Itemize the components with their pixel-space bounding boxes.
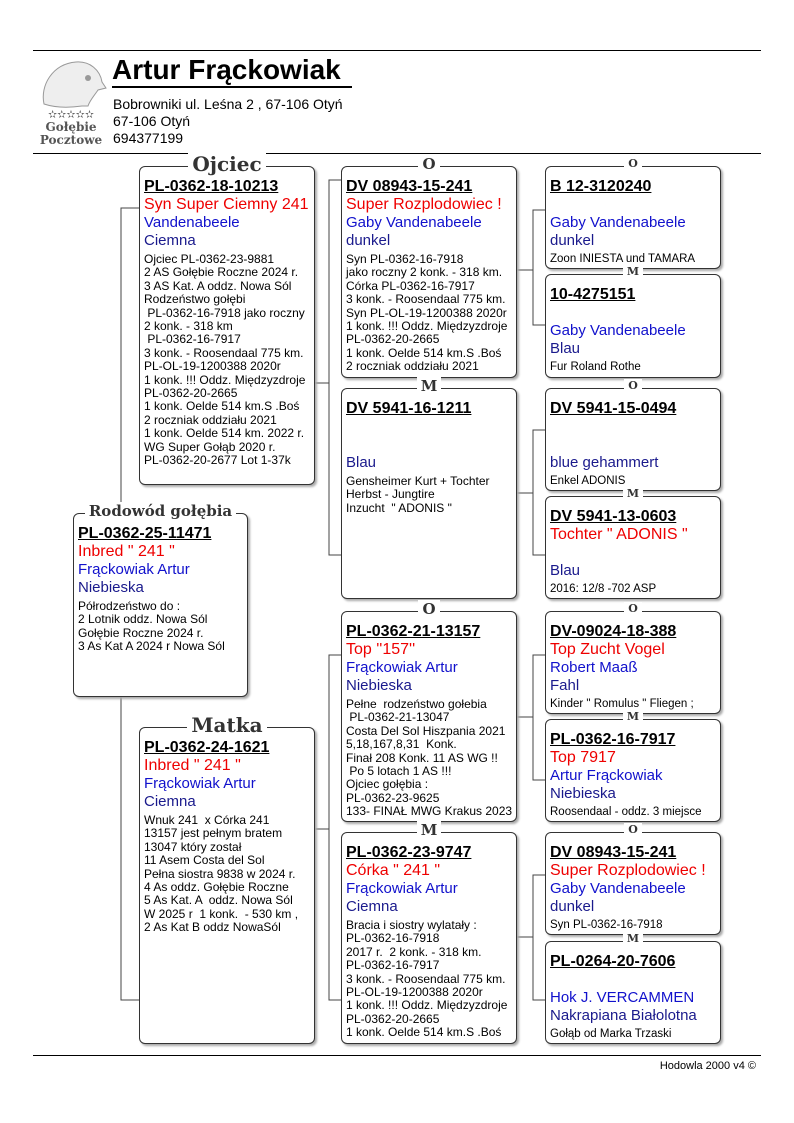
svg-text:Gołębie: Gołębie: [45, 120, 97, 134]
ring-number: DV-09024-18-388: [550, 623, 677, 640]
card-label-text: M: [417, 821, 442, 839]
breeder: [550, 544, 716, 562]
card-label-text: M: [623, 932, 643, 945]
note-line: 3 As Kat A 2024 r Nowa Sól: [78, 639, 225, 654]
note-line: 2017 r. 2 konk. - 318 km.: [346, 944, 482, 959]
note-line: Enkel ADONIS: [550, 475, 626, 487]
card-label-text: Matka: [187, 713, 266, 737]
card-label-text: M: [623, 710, 643, 723]
pigeon-card-main: [73, 502, 248, 697]
pigeon-name: [550, 304, 716, 322]
breeder: Gaby Vandenabeele: [550, 214, 686, 231]
pigeon-card-mmf: [545, 823, 721, 935]
notes: [550, 1028, 716, 1041]
note-line: PL-0362-23-9625: [346, 790, 440, 805]
note-line: 11 Asem Costa del Sol: [144, 853, 265, 868]
pigeon-name: Inbred " 241 ": [78, 543, 175, 560]
pigeon-card-mother: [139, 713, 315, 1044]
note-line: 1 konk. Oelde 514 km.S .Boś: [346, 1025, 502, 1040]
note-line: Pełna siostra 9838 w 2024 r.: [144, 866, 296, 881]
card-label: [546, 377, 720, 395]
note-line: Ojciec gołębia :: [346, 777, 429, 792]
card-label: [546, 930, 720, 948]
breeder: Gaby Vandenabeele: [550, 880, 686, 897]
note-line: Syn PL-0362-16-7918: [346, 252, 464, 266]
pigeon-name: [346, 418, 512, 436]
note-line: 5 As Kat. A oddz. Nowa Sól: [144, 893, 293, 908]
pigeon-color: Blau: [346, 454, 377, 471]
note-line: 1 konk. !!! Oddz. Międzyzdroje: [346, 998, 508, 1013]
card-label: [342, 155, 516, 173]
breeder: Frąckowiak Artur: [78, 561, 190, 578]
address-line-2: 67-106 Otyń: [113, 113, 191, 129]
svg-text:Pocztowe: Pocztowe: [39, 133, 103, 147]
note-line: Bracia i siostry wylatały :: [346, 918, 477, 932]
pigeon-card-fmf: [545, 379, 721, 491]
note-line: 2 konk. - 318 km: [144, 319, 233, 334]
pigeon-color: Blau: [550, 562, 581, 579]
breeder: Artur Frąckowiak: [550, 767, 663, 784]
note-line: Roosendaal - oddz. 3 miejsce: [550, 806, 702, 818]
note-line: PL-0362-20-2665: [346, 1011, 440, 1026]
card-label-text: O: [418, 155, 439, 173]
card-label: [342, 821, 516, 839]
breeder: Hok J. VERCAMMEN: [550, 989, 695, 1006]
pigeon-color: Ciemna: [144, 793, 196, 810]
pigeon-color: dunkel: [550, 232, 595, 249]
phone: 694377199: [113, 130, 184, 146]
pigeon-name: Super Rozplodowiec !: [346, 196, 502, 213]
ring-number: DV 5941-13-0603: [550, 508, 677, 525]
note-line: Inzucht " ADONIS ": [346, 500, 452, 515]
note-line: 1 konk. Oelde 514 km.S .Boś: [144, 399, 300, 414]
note-line: W 2025 r 1 konk. - 530 km ,: [144, 906, 299, 921]
pigeon-name: [550, 418, 716, 436]
note-line: 2 Lotnik oddz. Nowa Sól: [78, 612, 208, 627]
note-line: Gołębie Roczne 2024 r.: [78, 625, 204, 640]
pigeon-color: Blau: [550, 340, 581, 357]
pigeon-color: Niebieska: [78, 579, 144, 596]
card-label: [546, 600, 720, 618]
note-line: 133- FINAŁ MWG Krakus 2023: [346, 804, 513, 819]
address-line-1: Bobrowniki ul. Leśna 2 , 67-106 Otyń: [113, 96, 343, 112]
pigeon-card-fff: [545, 157, 721, 269]
note-line: 1 konk. !!! Oddz. Międzyzdroje: [144, 372, 306, 387]
card-label-text: O: [624, 157, 642, 170]
pigeon-color: blue gehammert: [550, 454, 659, 471]
pigeon-color: Niebieska: [550, 785, 616, 802]
breeder-name: Artur Frąckowiak: [112, 54, 352, 88]
ring-number: PL-0264-20-7606: [550, 953, 676, 970]
note-line: 2 As Kat B oddz NowaSól: [144, 920, 281, 935]
pigeon-card-mmm: [545, 932, 721, 1044]
ring-number: DV 08943-15-241: [550, 844, 677, 861]
note-line: 2 AS Gołębie Roczne 2024 r.: [144, 265, 299, 280]
card-label: [546, 263, 720, 281]
note-line: 1 konk. !!! Oddz. Międzyzdroje: [346, 319, 508, 334]
note-line: Gensheimer Kurt + Tochter: [346, 474, 490, 488]
card-label-text: Rodowód gołębia: [85, 502, 236, 520]
pigeon-card-fm: [341, 377, 517, 599]
note-line: PL-0362-20-2665: [144, 386, 238, 401]
note-line: Syn PL-OL-19-1200388 2020r: [346, 305, 507, 320]
note-line: 1 konk. Oelde 514 km.S .Boś: [346, 345, 502, 360]
breeder: [346, 436, 512, 454]
note-line: Córka PL-0362-16-7917: [346, 278, 475, 293]
note-line: 2 roczniak oddziału 2021: [346, 359, 479, 374]
note-line: PL-OL-19-1200388 2020r: [144, 359, 281, 374]
pigeon-name: Inbred " 241 ": [144, 757, 241, 774]
ring-number: PL-0362-16-7917: [550, 731, 676, 748]
ring-number: DV 08943-15-241: [346, 178, 473, 195]
pigeon-color: dunkel: [346, 232, 391, 249]
breeder: Frąckowiak Artur: [144, 775, 256, 792]
note-line: Ojciec PL-0362-23-9881: [144, 252, 275, 266]
breeder: Gaby Vandenabeele: [346, 214, 482, 231]
breeder: Frąckowiak Artur: [346, 880, 458, 897]
note-line: Rodzeństwo gołębi: [144, 292, 246, 307]
note-line: 3 AS Kat. A oddz. Nowa Sól: [144, 278, 292, 293]
note-line: Gołąb od Marka Trzaski: [550, 1028, 672, 1040]
notes: [78, 600, 243, 654]
footer-text: Hodowla 2000 v4 ©: [659, 1060, 756, 1072]
note-line: PL-OL-19-1200388 2020r: [346, 985, 483, 1000]
note-line: 3 konk. - Roosendaal 775 km.: [144, 345, 304, 360]
pigeon-card-mff: [545, 602, 721, 714]
note-line: 1 konk. Oelde 514 km. 2022 r.: [144, 426, 305, 441]
note-line: WG Super Gołąb 2020 r.: [144, 439, 276, 454]
note-line: jako roczny 2 konk. - 318 km.: [346, 265, 503, 280]
breeder: Gaby Vandenabeele: [550, 322, 686, 339]
pigeon-name: Top 7917: [550, 749, 616, 766]
note-line: 4 As oddz. Gołębie Roczne: [144, 880, 289, 895]
pigeon-color: dunkel: [550, 898, 595, 915]
ring-number: DV 5941-16-1211: [346, 400, 472, 417]
note-line: 3 konk. - Roosendaal 775 km.: [346, 971, 506, 986]
notes: [346, 253, 512, 374]
breeder: [550, 436, 716, 454]
card-label-text: O: [418, 600, 439, 618]
note-line: Fur Roland Rothe: [550, 361, 641, 373]
note-line: PL-0362-16-7917: [144, 332, 241, 347]
note-line: PL-0362-20-2665: [346, 332, 440, 347]
pigeon-color: Ciemna: [144, 232, 196, 249]
breeder: Frąckowiak Artur: [346, 659, 458, 676]
card-label: [546, 708, 720, 726]
card-label-text: M: [417, 377, 442, 395]
note-line: PL-0362-16-7918: [346, 931, 440, 946]
note-line: 13157 jest pełnym bratem: [144, 826, 283, 841]
svg-text:✫✫✫✫✫: ✫✫✫✫✫: [47, 109, 95, 121]
note-line: PL-0362-20-2677 Lot 1-37k: [144, 453, 291, 468]
note-line: PL-0362-16-7918 jako roczny: [144, 305, 305, 320]
notes: [144, 253, 310, 468]
card-label: [140, 713, 314, 737]
card-label: [342, 600, 516, 618]
notes: [346, 698, 512, 819]
pigeon-name: Super Rozplodowiec !: [550, 862, 706, 879]
card-label: [546, 155, 720, 173]
ring-number: 10-4275151: [550, 286, 636, 303]
pigeon-name: Tochter " ADONIS ": [550, 526, 688, 543]
card-label: [140, 152, 314, 176]
pigeon-name: Syn Super Ciemny 241: [144, 196, 309, 213]
ring-number: PL-0362-18-10213: [144, 178, 279, 195]
ring-number: DV 5941-15-0494: [550, 400, 677, 417]
note-line: PL-0362-21-13047: [346, 710, 450, 725]
card-label-text: Ojciec: [188, 152, 265, 176]
note-line: Finał 208 Konk. 11 AS WG !!: [346, 750, 498, 765]
note-line: 2 roczniak oddziału 2021: [144, 412, 277, 427]
notes: [144, 814, 310, 935]
breeder: Robert Maaß: [550, 659, 638, 676]
pigeon-card-fmm: [545, 487, 721, 599]
note-line: 2016: 12/8 -702 ASP: [550, 583, 657, 595]
card-label: [74, 502, 247, 520]
pigeon-card-mfm: [545, 710, 721, 822]
pigeon-card-father: [139, 152, 315, 485]
notes: [550, 583, 716, 596]
pigeon-color: Ciemna: [346, 898, 398, 915]
ring-number: PL-0362-25-11471: [78, 525, 212, 542]
pigeon-name: Top ''157'': [346, 641, 416, 658]
pigeon-name: [550, 971, 716, 989]
ring-number: PL-0362-23-9747: [346, 844, 472, 861]
notes: [346, 475, 512, 515]
notes: [550, 806, 716, 819]
note-line: Kinder " Romulus " Fliegen ;: [550, 698, 694, 710]
note-line: PL-0362-16-7917: [346, 958, 440, 973]
card-label-text: O: [624, 602, 642, 615]
pigeon-card-ff: [341, 155, 517, 378]
notes: [346, 919, 512, 1040]
pigeon-card-ffm: [545, 265, 721, 378]
note-line: Syn PL-0362-16-7918: [550, 919, 663, 931]
note-line: Półrodzeństwo do :: [78, 599, 181, 613]
card-label-text: O: [624, 379, 642, 392]
ring-number: PL-0362-24-1621: [144, 739, 270, 756]
notes: [550, 361, 716, 374]
pigeon-color: Fahl: [550, 677, 580, 694]
card-label: [342, 377, 516, 395]
footer-divider: [33, 1055, 761, 1056]
note-line: 5,18,167,8,31 Konk.: [346, 737, 457, 752]
pigeon-name: [550, 196, 716, 214]
pigeon-card-mf: [341, 600, 517, 822]
note-line: Zoon INIESTA und TAMARA: [550, 253, 696, 265]
note-line: Costa Del Sol Hiszpania 2021: [346, 723, 506, 738]
pigeon-color: Nakrapiana Białolotna: [550, 1007, 697, 1024]
card-label: [546, 485, 720, 503]
pigeon-name: Córka " 241 ": [346, 862, 441, 879]
card-label-text: O: [624, 823, 642, 836]
note-line: 13047 który został: [144, 839, 242, 854]
note-line: Pełne rodzeństwo gołebia: [346, 697, 487, 711]
breeder: Vandenabeele: [144, 214, 240, 231]
card-label-text: M: [623, 265, 643, 278]
pigeon-card-mm: [341, 821, 517, 1044]
note-line: Wnuk 241 x Córka 241: [144, 813, 270, 827]
ring-number: B 12-3120240: [550, 178, 652, 195]
note-line: Po 5 lotach 1 AS !!!: [346, 764, 452, 779]
card-label-text: M: [623, 487, 643, 500]
pigeon-name: Top Zucht Vogel: [550, 641, 665, 658]
note-line: 3 konk. - Roosendaal 775 km.: [346, 292, 506, 307]
ring-number: PL-0362-21-13157: [346, 623, 481, 640]
card-label: [546, 821, 720, 839]
pigeon-color: Niebieska: [346, 677, 412, 694]
note-line: Herbst - Jungtire: [346, 487, 435, 502]
